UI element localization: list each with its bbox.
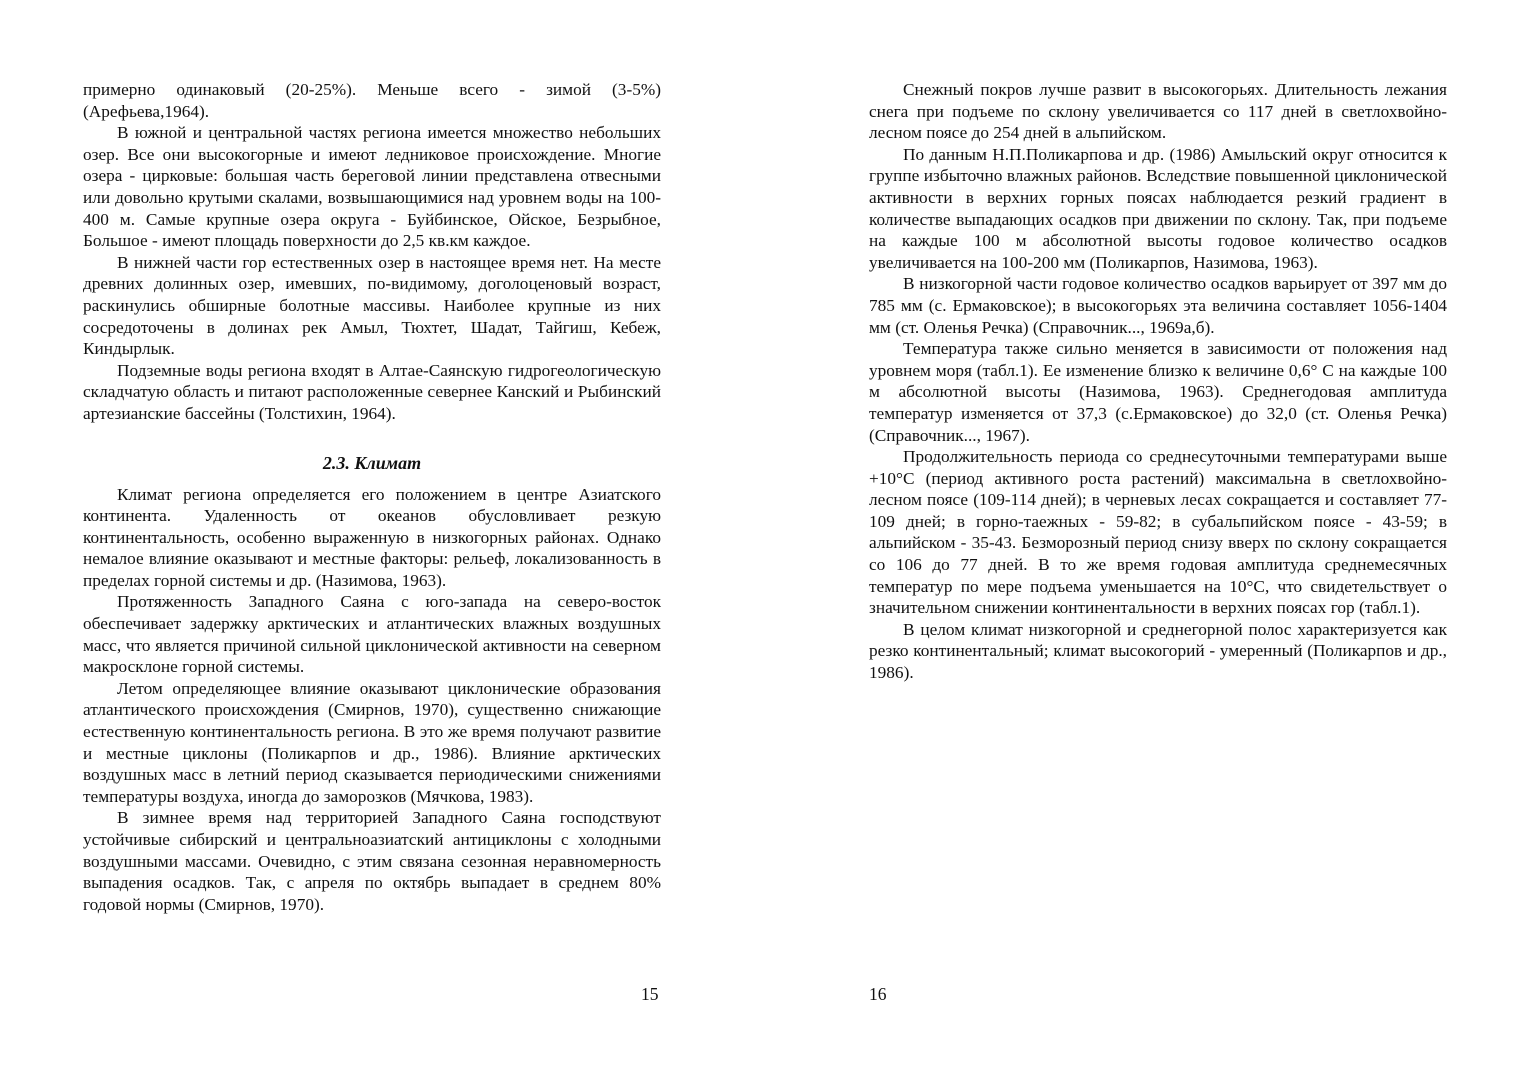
paragraph: Подземные воды региона входят в Алтае-Саянскую гидрогеологическую складчатую область и питают расположенные севернее Канский и Рыбинский артезианские бассейны (Толстихин, 1964). bbox=[83, 360, 661, 423]
page-number: 16 bbox=[869, 984, 887, 1004]
paragraph: Протяженность Западного Саяна с юго-запада на северо-восток обеспечивает задержку арктических и атлантических влажных воздушных масс, что является причиной сильной циклонической активности на северном макросклоне горной системы. bbox=[83, 592, 661, 677]
paragraph: примерно одинаковый (20-25%). Меньше всего - зимой (3-5%) (Арефьева,1964). bbox=[83, 80, 661, 121]
paragraph: В нижней части гор естественных озер в настоящее время нет. На месте древних долинных озер, имевших, по-видимому, доголоценовый возраст, раскинулись обширные болотные массивы. Наиболее крупные из них сосредоточены в долинах рек Амыл, Тюхтет, Шадат, Тайгиш, Кебеж, Киндырлык. bbox=[83, 252, 661, 359]
right-page-text bbox=[869, 79, 1447, 684]
paragraph: Снежный покров лучше развит в высокогорьях. Длительность лежания снега при подъеме по склону увеличивается со 117 дней в светлохвойно-лесном поясе до 254 дней в альпийском. bbox=[869, 80, 1447, 143]
paragraph: В зимнее время над территорией Западного Саяна господствуют устойчивые сибирский и центральноазиатский антициклоны с холодными воздушными массами. Очевидно, с этим связана сезонная неравномерность выпадения осадков. Так, с апреля по октябрь выпадает в среднем 80% годовой нормы (Смирнов, 1970). bbox=[83, 808, 661, 914]
section-heading: 2.3. Климат bbox=[322, 452, 422, 473]
paragraph: Температура также сильно меняется в зависимости от положения над уровнем моря (табл.1). Ее изменение близко к величине 0,6° С на каждые 100 м абсолютной высоты (Назимова, 1963). Среднегодовая амплитуда температур изменяется от 37,3 (с.Ермаковское) до 32,0 (ст. Оленья Речка) (Справочник..., 1967). bbox=[869, 339, 1447, 445]
paragraph: Климат региона определяется его положением в центре Азиатского континента. Удаленность от океанов обусловливает резкую континентальность, особенно выраженную в низкогорных районах. Однако немалое влияние оказывают и местные факторы: рельеф, локализованность в пределах горной системы и др. (Назимова, 1963). bbox=[83, 484, 661, 590]
page-number: 15 bbox=[641, 984, 659, 1004]
paragraph: В целом климат низкогорной и среднегорной полос характеризуется как резко континентальный; климат высокогорий - умеренный (Поликарпов и др., 1986). bbox=[869, 619, 1447, 683]
right-page bbox=[764, 0, 1528, 1080]
paragraph: По данным Н.П.Поликарпова и др. (1986) Амыльский округ относится к группе избыточно влажных районов. Вследствие повышенной циклонической активности в верхних горных поясах наблюдается резкий градиент в количестве выпадающих осадков при движении по склону. Так, при подъеме на каждые 100 м абсолютной высоты годовое количество осадков увеличивается на 100-200 мм (Поликарпов, Назимова, 1963). bbox=[869, 144, 1447, 272]
paragraph: В южной и центральной частях региона имеется множество небольших озер. Все они высокогорные и имеют ледниковое происхождение. Многие озера - цирковые: большая часть береговой линии представлена отвесными или довольно крутыми скалами, возвышающимися над уровнем воды на 100-400 м. Самые крупные озера округа - Буйбинское, Ойское, Безрыбное, Большое - имеют площадь поверхности до 2,5 кв.км каждое. bbox=[83, 123, 661, 251]
paragraph: Летом определяющее влияние оказывают циклонические образования атлантического происхождения (Смирнов, 1970), существенно снижающие естественную континентальность региона. В это же время получают развитие и местные циклоны (Поликарпов и др., 1986). Влияние арктических воздушных масс в летний период сказывается периодическими снижениями температуры воздуха, иногда до заморозков (Мячкова, 1983). bbox=[83, 678, 661, 806]
left-page-text bbox=[83, 79, 661, 915]
paragraph: В низкогорной части годовое количество осадков варьирует от 397 мм до 785 мм (с. Ермаковское); в высокогорьях эта величина составляет 1056-1404 мм (ст. Оленья Речка) (Справочник..., 1969а,б). bbox=[869, 274, 1447, 337]
paragraph: Продолжительность периода со среднесуточными температурами выше +10°С (период активного роста растений) максимальна в светлохвойно-лесном поясе (109-114 дней); в черневых лесах сокращается и составляет 77-109 дней; в горно-таежных - 59-82; в субальпийском поясе - 43-59; в альпийском - 35-43. Безморозный период снизу вверх по склону сокращается со 106 до 77 дней. В то же время годовая амплитуда среднемесячных температур по мере подъема уменьшается на 10°С, что свидетельствует о значительном снижении континентальности в верхних поясах гор (табл.1). bbox=[869, 447, 1447, 618]
